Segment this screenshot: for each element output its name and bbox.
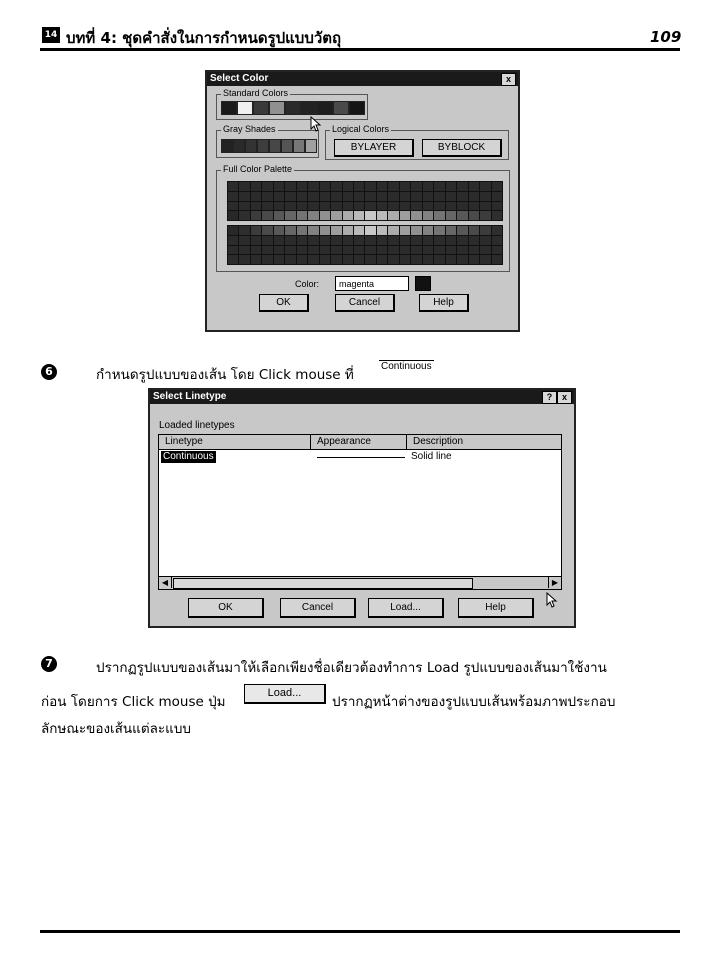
color-swatch[interactable] bbox=[233, 139, 245, 153]
palette-cell[interactable] bbox=[354, 211, 364, 220]
color-swatch[interactable] bbox=[305, 139, 317, 153]
palette-cell[interactable] bbox=[239, 255, 249, 264]
palette-cell[interactable] bbox=[377, 202, 387, 211]
horizontal-scrollbar[interactable] bbox=[159, 576, 561, 589]
palette-cell[interactable] bbox=[251, 202, 261, 211]
step-7-line-1: ปรากฏรูปแบบของเส้นมาให้เลือกเพียงชื่อเดียวต้องทำการ Load รูปแบบของเส้นมาใช้งาน bbox=[96, 660, 607, 676]
palette-cell[interactable] bbox=[274, 255, 284, 264]
color-help-button[interactable]: Help bbox=[419, 294, 469, 312]
palette-cell[interactable] bbox=[354, 202, 364, 211]
palette-cell[interactable] bbox=[377, 192, 387, 201]
color-preview-swatch bbox=[415, 276, 431, 291]
linetype-cancel-button[interactable]: Cancel bbox=[280, 598, 356, 618]
palette-cell[interactable] bbox=[285, 255, 295, 264]
help-icon[interactable]: ? bbox=[542, 391, 557, 404]
color-swatch[interactable] bbox=[257, 139, 269, 153]
palette-cell[interactable] bbox=[377, 182, 387, 191]
palette-cell[interactable] bbox=[354, 182, 364, 191]
palette-cell[interactable] bbox=[400, 202, 410, 211]
palette-cell[interactable] bbox=[400, 192, 410, 201]
palette-cell[interactable] bbox=[423, 255, 433, 264]
palette-cell[interactable] bbox=[239, 192, 249, 201]
palette-cell[interactable] bbox=[469, 192, 479, 201]
col-linetype[interactable]: Linetype bbox=[159, 435, 311, 449]
loaded-linetypes-label: Loaded linetypes bbox=[159, 420, 235, 431]
palette-cell[interactable] bbox=[297, 192, 307, 201]
palette-cell[interactable] bbox=[365, 246, 375, 255]
palette-cell[interactable] bbox=[320, 255, 330, 264]
palette-cell[interactable] bbox=[400, 226, 410, 235]
palette-cell[interactable] bbox=[239, 182, 249, 191]
color-swatch[interactable] bbox=[285, 101, 301, 115]
palette-cell[interactable] bbox=[446, 202, 456, 211]
inline-load-button-image: Load... bbox=[244, 684, 326, 704]
palette-grid-top[interactable] bbox=[227, 181, 503, 221]
palette-cell[interactable] bbox=[492, 192, 502, 201]
palette-cell[interactable] bbox=[274, 192, 284, 201]
palette-cell[interactable] bbox=[423, 246, 433, 255]
palette-cell[interactable] bbox=[239, 211, 249, 220]
palette-cell[interactable] bbox=[400, 255, 410, 264]
linetype-list[interactable] bbox=[158, 434, 562, 590]
palette-cell[interactable] bbox=[492, 226, 502, 235]
palette-cell[interactable] bbox=[228, 211, 238, 220]
palette-cell[interactable] bbox=[480, 226, 490, 235]
palette-cell[interactable] bbox=[343, 246, 353, 255]
palette-cell[interactable] bbox=[308, 236, 318, 245]
palette-cell[interactable] bbox=[228, 236, 238, 245]
header-rule bbox=[40, 48, 680, 51]
palette-cell[interactable] bbox=[492, 211, 502, 220]
full-color-palette-label: Full Color Palette bbox=[223, 164, 293, 174]
palette-cell[interactable] bbox=[388, 182, 398, 191]
palette-cell[interactable] bbox=[457, 202, 467, 211]
palette-cell[interactable] bbox=[331, 236, 341, 245]
palette-cell[interactable] bbox=[411, 211, 421, 220]
palette-cell[interactable] bbox=[400, 246, 410, 255]
standard-colors-label: Standard Colors bbox=[223, 88, 289, 98]
palette-cell[interactable] bbox=[365, 236, 375, 245]
palette-cell[interactable] bbox=[377, 246, 387, 255]
palette-cell[interactable] bbox=[331, 202, 341, 211]
palette-cell[interactable] bbox=[343, 226, 353, 235]
palette-cell[interactable] bbox=[331, 226, 341, 235]
palette-cell[interactable] bbox=[446, 182, 456, 191]
palette-cell[interactable] bbox=[480, 236, 490, 245]
color-swatch[interactable] bbox=[293, 139, 305, 153]
palette-cell[interactable] bbox=[308, 192, 318, 201]
palette-cell[interactable] bbox=[492, 202, 502, 211]
close-icon[interactable]: x bbox=[557, 391, 572, 404]
palette-cell[interactable] bbox=[354, 192, 364, 201]
palette-cell[interactable] bbox=[423, 192, 433, 201]
palette-cell[interactable] bbox=[434, 255, 444, 264]
palette-cell[interactable] bbox=[446, 236, 456, 245]
palette-cell[interactable] bbox=[377, 226, 387, 235]
continuous-chip: Continuous bbox=[381, 361, 432, 372]
palette-cell[interactable] bbox=[411, 202, 421, 211]
palette-cell[interactable] bbox=[262, 255, 272, 264]
color-field-label: Color: bbox=[295, 279, 320, 289]
col-appearance[interactable]: Appearance bbox=[311, 435, 407, 449]
logical-colors-group bbox=[325, 124, 509, 160]
palette-cell[interactable] bbox=[365, 255, 375, 264]
list-header bbox=[159, 435, 561, 450]
scroll-right-arrow[interactable]: ▶ bbox=[548, 577, 561, 588]
palette-cell[interactable] bbox=[274, 182, 284, 191]
palette-cell[interactable] bbox=[308, 182, 318, 191]
palette-cell[interactable] bbox=[274, 236, 284, 245]
palette-cell[interactable] bbox=[457, 226, 467, 235]
color-swatch[interactable] bbox=[349, 101, 365, 115]
palette-cell[interactable] bbox=[343, 192, 353, 201]
linetype-dialog-title: Select Linetype bbox=[153, 391, 227, 402]
palette-cell[interactable] bbox=[320, 182, 330, 191]
palette-cell[interactable] bbox=[239, 246, 249, 255]
palette-cell[interactable] bbox=[343, 236, 353, 245]
palette-cell[interactable] bbox=[446, 226, 456, 235]
linetype-description: Solid line bbox=[411, 451, 452, 462]
palette-cell[interactable] bbox=[492, 246, 502, 255]
bylayer-button[interactable]: BYLAYER bbox=[334, 139, 414, 157]
color-swatch[interactable] bbox=[317, 101, 333, 115]
palette-cell[interactable] bbox=[446, 211, 456, 220]
gray-shades-group bbox=[216, 124, 319, 158]
palette-cell[interactable] bbox=[331, 182, 341, 191]
linetype-name-selected: Continuous bbox=[163, 451, 214, 462]
palette-cell[interactable] bbox=[297, 182, 307, 191]
palette-cell[interactable] bbox=[480, 202, 490, 211]
palette-cell[interactable] bbox=[320, 246, 330, 255]
palette-cell[interactable] bbox=[297, 226, 307, 235]
palette-cell[interactable] bbox=[285, 182, 295, 191]
palette-cell[interactable] bbox=[343, 202, 353, 211]
palette-cell[interactable] bbox=[365, 192, 375, 201]
step-7-line-3: ลักษณะของเส้นแต่ละแบบ bbox=[41, 721, 191, 737]
palette-cell[interactable] bbox=[239, 236, 249, 245]
palette-cell[interactable] bbox=[457, 236, 467, 245]
palette-cell[interactable] bbox=[297, 255, 307, 264]
palette-cell[interactable] bbox=[388, 246, 398, 255]
palette-cell[interactable] bbox=[297, 236, 307, 245]
palette-cell[interactable] bbox=[457, 182, 467, 191]
scroll-left-arrow[interactable]: ◀ bbox=[159, 577, 172, 588]
palette-cell[interactable] bbox=[331, 246, 341, 255]
palette-cell[interactable] bbox=[331, 192, 341, 201]
palette-cell[interactable] bbox=[480, 246, 490, 255]
palette-cell[interactable] bbox=[469, 246, 479, 255]
palette-cell[interactable] bbox=[434, 202, 444, 211]
palette-cell[interactable] bbox=[400, 236, 410, 245]
palette-cell[interactable] bbox=[423, 202, 433, 211]
palette-cell[interactable] bbox=[377, 255, 387, 264]
palette-cell[interactable] bbox=[446, 246, 456, 255]
palette-cell[interactable] bbox=[262, 182, 272, 191]
step-7-line-2-after: ปรากฏหน้าต่างของรูปแบบเส้นพร้อมภาพประกอบ bbox=[332, 694, 616, 710]
palette-cell[interactable] bbox=[343, 255, 353, 264]
palette-cell[interactable] bbox=[423, 236, 433, 245]
palette-grid-bottom[interactable] bbox=[227, 225, 503, 265]
palette-cell[interactable] bbox=[308, 202, 318, 211]
palette-cell[interactable] bbox=[365, 182, 375, 191]
col-description[interactable]: Description bbox=[413, 436, 464, 447]
palette-cell[interactable] bbox=[480, 211, 490, 220]
palette-cell[interactable] bbox=[285, 211, 295, 220]
color-swatch[interactable] bbox=[333, 101, 349, 115]
palette-cell[interactable] bbox=[320, 202, 330, 211]
list-item[interactable] bbox=[159, 451, 561, 463]
palette-cell[interactable] bbox=[354, 246, 364, 255]
palette-cell[interactable] bbox=[400, 211, 410, 220]
palette-cell[interactable] bbox=[411, 192, 421, 201]
byblock-button[interactable]: BYBLOCK bbox=[422, 139, 502, 157]
palette-cell[interactable] bbox=[228, 246, 238, 255]
close-icon[interactable]: x bbox=[501, 73, 516, 86]
full-color-palette-group bbox=[216, 164, 510, 272]
step-6-text: กำหนดรูปแบบของเส้น โดย Click mouse ที่ bbox=[96, 367, 354, 383]
palette-cell[interactable] bbox=[469, 182, 479, 191]
chapter-title: บทที่ 4: ชุดคำสั่งในการกำหนดรูปแบบวัตถุ bbox=[66, 29, 342, 47]
palette-cell[interactable] bbox=[492, 255, 502, 264]
palette-cell[interactable] bbox=[274, 246, 284, 255]
palette-cell[interactable] bbox=[228, 202, 238, 211]
palette-cell[interactable] bbox=[377, 236, 387, 245]
appearance-line bbox=[317, 457, 405, 458]
palette-cell[interactable] bbox=[285, 246, 295, 255]
palette-cell[interactable] bbox=[239, 202, 249, 211]
palette-cell[interactable] bbox=[251, 246, 261, 255]
gray-shades-label: Gray Shades bbox=[223, 124, 276, 134]
palette-cell[interactable] bbox=[388, 236, 398, 245]
logical-colors-label: Logical Colors bbox=[332, 124, 390, 134]
palette-cell[interactable] bbox=[285, 236, 295, 245]
palette-cell[interactable] bbox=[388, 255, 398, 264]
palette-cell[interactable] bbox=[457, 255, 467, 264]
palette-cell[interactable] bbox=[400, 182, 410, 191]
footer-rule bbox=[40, 930, 680, 933]
palette-cell[interactable] bbox=[469, 226, 479, 235]
color-swatch[interactable] bbox=[269, 139, 281, 153]
select-color-dialog bbox=[205, 70, 520, 332]
linetype-load-button[interactable]: Load... bbox=[368, 598, 444, 618]
palette-cell[interactable] bbox=[228, 255, 238, 264]
palette-cell[interactable] bbox=[308, 211, 318, 220]
palette-cell[interactable] bbox=[320, 236, 330, 245]
palette-cell[interactable] bbox=[251, 192, 261, 201]
color-swatch[interactable] bbox=[245, 139, 257, 153]
page-number: 109 bbox=[650, 28, 682, 46]
palette-cell[interactable] bbox=[469, 202, 479, 211]
palette-cell[interactable] bbox=[480, 255, 490, 264]
palette-cell[interactable] bbox=[320, 192, 330, 201]
palette-cell[interactable] bbox=[388, 211, 398, 220]
palette-cell[interactable] bbox=[457, 246, 467, 255]
color-value-input[interactable]: magenta bbox=[335, 276, 409, 291]
palette-cell[interactable] bbox=[297, 202, 307, 211]
palette-cell[interactable] bbox=[297, 211, 307, 220]
color-swatch[interactable] bbox=[301, 101, 317, 115]
palette-cell[interactable] bbox=[388, 202, 398, 211]
palette-cell[interactable] bbox=[365, 202, 375, 211]
mouse-cursor-icon bbox=[310, 116, 322, 132]
step-7-line-2-before: ก่อน โดยการ Click mouse ปุ่ม bbox=[41, 694, 226, 710]
palette-cell[interactable] bbox=[469, 255, 479, 264]
palette-cell[interactable] bbox=[285, 226, 295, 235]
palette-cell[interactable] bbox=[469, 236, 479, 245]
mouse-cursor-icon bbox=[546, 592, 558, 608]
palette-cell[interactable] bbox=[423, 226, 433, 235]
palette-cell[interactable] bbox=[251, 182, 261, 191]
palette-cell[interactable] bbox=[308, 246, 318, 255]
palette-cell[interactable] bbox=[411, 246, 421, 255]
palette-cell[interactable] bbox=[297, 246, 307, 255]
chapter-icon: 14 bbox=[42, 27, 60, 43]
palette-cell[interactable] bbox=[262, 211, 272, 220]
palette-cell[interactable] bbox=[446, 255, 456, 264]
palette-cell[interactable] bbox=[228, 226, 238, 235]
palette-cell[interactable] bbox=[228, 182, 238, 191]
palette-cell[interactable] bbox=[457, 211, 467, 220]
palette-cell[interactable] bbox=[285, 192, 295, 201]
palette-cell[interactable] bbox=[262, 192, 272, 201]
palette-cell[interactable] bbox=[239, 226, 249, 235]
palette-cell[interactable] bbox=[354, 236, 364, 245]
palette-cell[interactable] bbox=[434, 246, 444, 255]
linetype-help-button[interactable]: Help bbox=[458, 598, 534, 618]
standard-colors-group bbox=[216, 88, 368, 120]
palette-cell[interactable] bbox=[365, 211, 375, 220]
step-7-number: 7 bbox=[41, 656, 57, 672]
color-cancel-button[interactable]: Cancel bbox=[335, 294, 395, 312]
palette-cell[interactable] bbox=[228, 192, 238, 201]
palette-cell[interactable] bbox=[480, 192, 490, 201]
palette-cell[interactable] bbox=[377, 211, 387, 220]
palette-cell[interactable] bbox=[320, 226, 330, 235]
palette-cell[interactable] bbox=[411, 236, 421, 245]
color-swatch[interactable] bbox=[221, 101, 237, 115]
palette-cell[interactable] bbox=[434, 226, 444, 235]
palette-cell[interactable] bbox=[262, 202, 272, 211]
palette-cell[interactable] bbox=[354, 255, 364, 264]
palette-cell[interactable] bbox=[285, 202, 295, 211]
linetype-dialog-titlebar bbox=[150, 390, 574, 404]
color-dialog-titlebar bbox=[207, 72, 518, 86]
palette-cell[interactable] bbox=[434, 236, 444, 245]
palette-cell[interactable] bbox=[480, 182, 490, 191]
palette-cell[interactable] bbox=[434, 182, 444, 191]
palette-cell[interactable] bbox=[492, 236, 502, 245]
palette-cell[interactable] bbox=[411, 182, 421, 191]
palette-cell[interactable] bbox=[320, 211, 330, 220]
palette-cell[interactable] bbox=[411, 255, 421, 264]
palette-cell[interactable] bbox=[251, 255, 261, 264]
palette-cell[interactable] bbox=[251, 226, 261, 235]
palette-cell[interactable] bbox=[411, 226, 421, 235]
palette-cell[interactable] bbox=[388, 192, 398, 201]
palette-cell[interactable] bbox=[388, 226, 398, 235]
palette-cell[interactable] bbox=[343, 182, 353, 191]
scroll-thumb[interactable] bbox=[173, 578, 473, 589]
select-linetype-dialog bbox=[148, 388, 576, 628]
palette-cell[interactable] bbox=[274, 211, 284, 220]
color-swatch[interactable] bbox=[253, 101, 269, 115]
palette-cell[interactable] bbox=[251, 211, 261, 220]
palette-cell[interactable] bbox=[331, 211, 341, 220]
palette-cell[interactable] bbox=[446, 192, 456, 201]
palette-cell[interactable] bbox=[308, 226, 318, 235]
palette-cell[interactable] bbox=[469, 211, 479, 220]
palette-cell[interactable] bbox=[262, 226, 272, 235]
palette-cell[interactable] bbox=[331, 255, 341, 264]
palette-cell[interactable] bbox=[251, 236, 261, 245]
palette-cell[interactable] bbox=[365, 226, 375, 235]
palette-cell[interactable] bbox=[457, 192, 467, 201]
palette-cell[interactable] bbox=[434, 211, 444, 220]
color-swatch[interactable] bbox=[269, 101, 285, 115]
palette-cell[interactable] bbox=[262, 236, 272, 245]
color-swatch[interactable] bbox=[221, 139, 233, 153]
color-swatch[interactable] bbox=[281, 139, 293, 153]
color-dialog-title: Select Color bbox=[210, 73, 269, 84]
palette-cell[interactable] bbox=[423, 182, 433, 191]
color-ok-button[interactable]: OK bbox=[259, 294, 309, 312]
palette-cell[interactable] bbox=[274, 202, 284, 211]
palette-cell[interactable] bbox=[308, 255, 318, 264]
palette-cell[interactable] bbox=[262, 246, 272, 255]
palette-cell[interactable] bbox=[423, 211, 433, 220]
palette-cell[interactable] bbox=[354, 226, 364, 235]
step-6-number: 6 bbox=[41, 364, 57, 380]
color-swatch[interactable] bbox=[237, 101, 253, 115]
palette-cell[interactable] bbox=[274, 226, 284, 235]
palette-cell[interactable] bbox=[434, 192, 444, 201]
linetype-ok-button[interactable]: OK bbox=[188, 598, 264, 618]
palette-cell[interactable] bbox=[343, 211, 353, 220]
palette-cell[interactable] bbox=[492, 182, 502, 191]
